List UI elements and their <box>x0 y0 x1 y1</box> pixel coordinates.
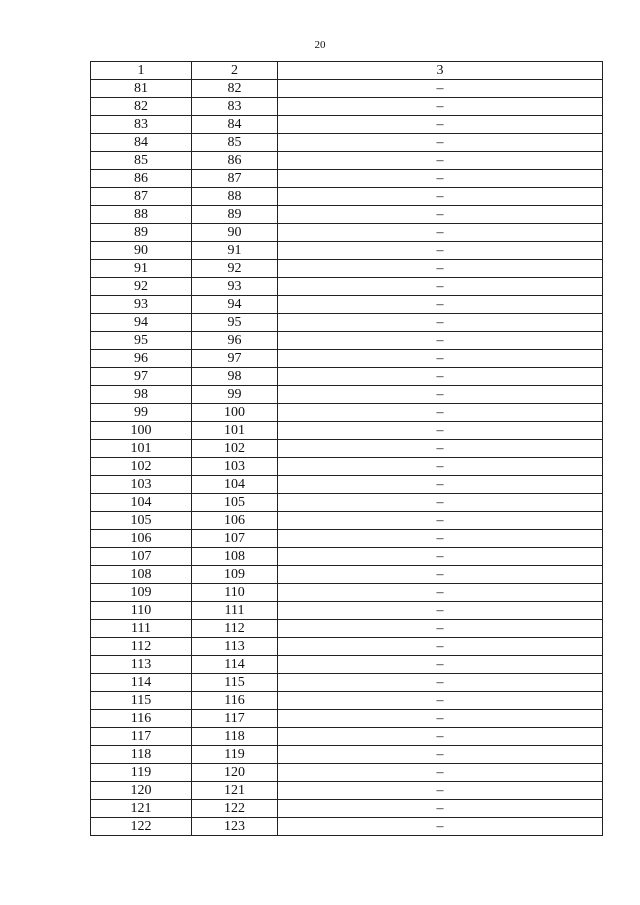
table-cell-col-3: – <box>278 242 603 260</box>
table-row <box>91 368 603 386</box>
table-cell-col-1: 87 <box>91 188 192 206</box>
table-row <box>91 674 603 692</box>
table-cell-col-3: – <box>278 458 603 476</box>
table-cell-col-2: 96 <box>192 332 278 350</box>
column-header-3: 3 <box>278 62 603 80</box>
table-row <box>91 80 603 98</box>
table-cell-col-3: – <box>278 584 603 602</box>
table-cell-col-1: 82 <box>91 98 192 116</box>
table-cell-col-2: 123 <box>192 818 278 836</box>
header-row <box>91 62 603 80</box>
table-cell-col-1: 102 <box>91 458 192 476</box>
table-cell-col-3: – <box>278 368 603 386</box>
table-cell-col-3: – <box>278 782 603 800</box>
table-cell-col-3: – <box>278 134 603 152</box>
data-table <box>90 61 603 836</box>
table-row <box>91 224 603 242</box>
table-cell-col-2: 86 <box>192 152 278 170</box>
table-row <box>91 278 603 296</box>
table-cell-col-2: 88 <box>192 188 278 206</box>
table-cell-col-1: 97 <box>91 368 192 386</box>
table-row <box>91 710 603 728</box>
table-cell-col-1: 85 <box>91 152 192 170</box>
table-row <box>91 764 603 782</box>
table-cell-col-1: 122 <box>91 818 192 836</box>
table-cell-col-3: – <box>278 386 603 404</box>
table-cell-col-2: 116 <box>192 692 278 710</box>
table-cell-col-3: – <box>278 620 603 638</box>
table-cell-col-3: – <box>278 692 603 710</box>
table-cell-col-3: – <box>278 422 603 440</box>
table-cell-col-2: 108 <box>192 548 278 566</box>
table-cell-col-2: 112 <box>192 620 278 638</box>
table-cell-col-2: 122 <box>192 800 278 818</box>
table-row <box>91 530 603 548</box>
table-row <box>91 422 603 440</box>
table-row <box>91 548 603 566</box>
table-cell-col-3: – <box>278 728 603 746</box>
table-cell-col-1: 110 <box>91 602 192 620</box>
table-row <box>91 242 603 260</box>
table-row <box>91 800 603 818</box>
table-cell-col-1: 96 <box>91 350 192 368</box>
table-cell-col-1: 100 <box>91 422 192 440</box>
table-cell-col-3: – <box>278 530 603 548</box>
table-cell-col-3: – <box>278 548 603 566</box>
table-cell-col-3: – <box>278 296 603 314</box>
table-row <box>91 386 603 404</box>
table-cell-col-1: 90 <box>91 242 192 260</box>
table-cell-col-1: 103 <box>91 476 192 494</box>
table-cell-col-2: 98 <box>192 368 278 386</box>
table-cell-col-1: 101 <box>91 440 192 458</box>
table-cell-col-2: 90 <box>192 224 278 242</box>
table-row <box>91 782 603 800</box>
table-cell-col-2: 101 <box>192 422 278 440</box>
page-number: 20 <box>314 39 326 51</box>
table-row <box>91 188 603 206</box>
table-cell-col-2: 114 <box>192 656 278 674</box>
table-row <box>91 566 603 584</box>
table-cell-col-3: – <box>278 116 603 134</box>
table-cell-col-3: – <box>278 98 603 116</box>
table-cell-col-2: 97 <box>192 350 278 368</box>
table-row <box>91 116 603 134</box>
table-cell-col-1: 104 <box>91 494 192 512</box>
table-cell-col-3: – <box>278 332 603 350</box>
table-cell-col-3: – <box>278 512 603 530</box>
table-cell-col-1: 83 <box>91 116 192 134</box>
table-cell-col-3: – <box>278 152 603 170</box>
table-cell-col-3: – <box>278 350 603 368</box>
table-cell-col-3: – <box>278 224 603 242</box>
table-cell-col-2: 119 <box>192 746 278 764</box>
table-row <box>91 494 603 512</box>
table-row <box>91 134 603 152</box>
table-cell-col-2: 99 <box>192 386 278 404</box>
table-cell-col-3: – <box>278 602 603 620</box>
table-cell-col-1: 115 <box>91 692 192 710</box>
table-row <box>91 296 603 314</box>
table-cell-col-3: – <box>278 566 603 584</box>
table-cell-col-2: 102 <box>192 440 278 458</box>
table-cell-col-2: 83 <box>192 98 278 116</box>
table-cell-col-1: 114 <box>91 674 192 692</box>
table-cell-col-3: – <box>278 800 603 818</box>
table-row <box>91 728 603 746</box>
table-row <box>91 206 603 224</box>
table-cell-col-1: 99 <box>91 404 192 422</box>
table-row <box>91 818 603 836</box>
table-row <box>91 170 603 188</box>
table-cell-col-3: – <box>278 440 603 458</box>
table-cell-col-3: – <box>278 764 603 782</box>
table-cell-col-1: 109 <box>91 584 192 602</box>
table-body <box>91 80 603 836</box>
table-row <box>91 512 603 530</box>
table-cell-col-2: 82 <box>192 80 278 98</box>
table-cell-col-3: – <box>278 818 603 836</box>
table-cell-col-2: 117 <box>192 710 278 728</box>
table-cell-col-1: 81 <box>91 80 192 98</box>
table-cell-col-2: 89 <box>192 206 278 224</box>
table-cell-col-2: 85 <box>192 134 278 152</box>
table-cell-col-2: 120 <box>192 764 278 782</box>
table-cell-col-3: – <box>278 170 603 188</box>
table-cell-col-3: – <box>278 80 603 98</box>
table-cell-col-1: 105 <box>91 512 192 530</box>
table-cell-col-1: 89 <box>91 224 192 242</box>
table-cell-col-2: 111 <box>192 602 278 620</box>
table-cell-col-3: – <box>278 278 603 296</box>
table-cell-col-2: 95 <box>192 314 278 332</box>
column-header-1: 1 <box>91 62 192 80</box>
table-cell-col-1: 106 <box>91 530 192 548</box>
table-cell-col-1: 112 <box>91 638 192 656</box>
table-cell-col-3: – <box>278 476 603 494</box>
table-cell-col-2: 103 <box>192 458 278 476</box>
table-cell-col-2: 106 <box>192 512 278 530</box>
table-row <box>91 98 603 116</box>
table-cell-col-3: – <box>278 656 603 674</box>
table-cell-col-2: 113 <box>192 638 278 656</box>
table-cell-col-3: – <box>278 260 603 278</box>
table-cell-col-2: 91 <box>192 242 278 260</box>
table-cell-col-3: – <box>278 314 603 332</box>
table-cell-col-1: 120 <box>91 782 192 800</box>
table-cell-col-2: 105 <box>192 494 278 512</box>
table-cell-col-1: 94 <box>91 314 192 332</box>
table-cell-col-2: 121 <box>192 782 278 800</box>
table-cell-col-2: 93 <box>192 278 278 296</box>
table-row <box>91 314 603 332</box>
column-header-2: 2 <box>192 62 278 80</box>
table-cell-col-1: 118 <box>91 746 192 764</box>
table-cell-col-1: 92 <box>91 278 192 296</box>
table-cell-col-1: 93 <box>91 296 192 314</box>
table-row <box>91 584 603 602</box>
table-cell-col-1: 119 <box>91 764 192 782</box>
table-cell-col-1: 116 <box>91 710 192 728</box>
table-row <box>91 404 603 422</box>
table-cell-col-1: 121 <box>91 800 192 818</box>
table-cell-col-1: 91 <box>91 260 192 278</box>
table-cell-col-2: 109 <box>192 566 278 584</box>
table-cell-col-1: 117 <box>91 728 192 746</box>
table-row <box>91 746 603 764</box>
table-row <box>91 692 603 710</box>
table-row <box>91 458 603 476</box>
table-cell-col-1: 98 <box>91 386 192 404</box>
table-cell-col-1: 108 <box>91 566 192 584</box>
table-row <box>91 656 603 674</box>
table-cell-col-2: 100 <box>192 404 278 422</box>
table-cell-col-3: – <box>278 746 603 764</box>
table-cell-col-3: – <box>278 638 603 656</box>
table-cell-col-3: – <box>278 494 603 512</box>
table-cell-col-3: – <box>278 404 603 422</box>
table-row <box>91 350 603 368</box>
table-cell-col-2: 94 <box>192 296 278 314</box>
table-cell-col-3: – <box>278 206 603 224</box>
table-header <box>91 62 603 80</box>
table-cell-col-2: 104 <box>192 476 278 494</box>
table-cell-col-3: – <box>278 710 603 728</box>
table-cell-col-1: 95 <box>91 332 192 350</box>
table-row <box>91 440 603 458</box>
table-cell-col-2: 87 <box>192 170 278 188</box>
table-cell-col-3: – <box>278 188 603 206</box>
table-cell-col-1: 111 <box>91 620 192 638</box>
table-cell-col-2: 118 <box>192 728 278 746</box>
table-cell-col-2: 92 <box>192 260 278 278</box>
table-row <box>91 476 603 494</box>
table-cell-col-3: – <box>278 674 603 692</box>
table-cell-col-1: 84 <box>91 134 192 152</box>
table-row <box>91 602 603 620</box>
table-cell-col-1: 113 <box>91 656 192 674</box>
table-row <box>91 152 603 170</box>
table-row <box>91 638 603 656</box>
table-row <box>91 332 603 350</box>
table-cell-col-1: 86 <box>91 170 192 188</box>
table-cell-col-2: 115 <box>192 674 278 692</box>
table-cell-col-1: 88 <box>91 206 192 224</box>
table-cell-col-2: 110 <box>192 584 278 602</box>
table-cell-col-2: 107 <box>192 530 278 548</box>
table-row <box>91 620 603 638</box>
table-cell-col-1: 107 <box>91 548 192 566</box>
table-cell-col-2: 84 <box>192 116 278 134</box>
table-row <box>91 260 603 278</box>
